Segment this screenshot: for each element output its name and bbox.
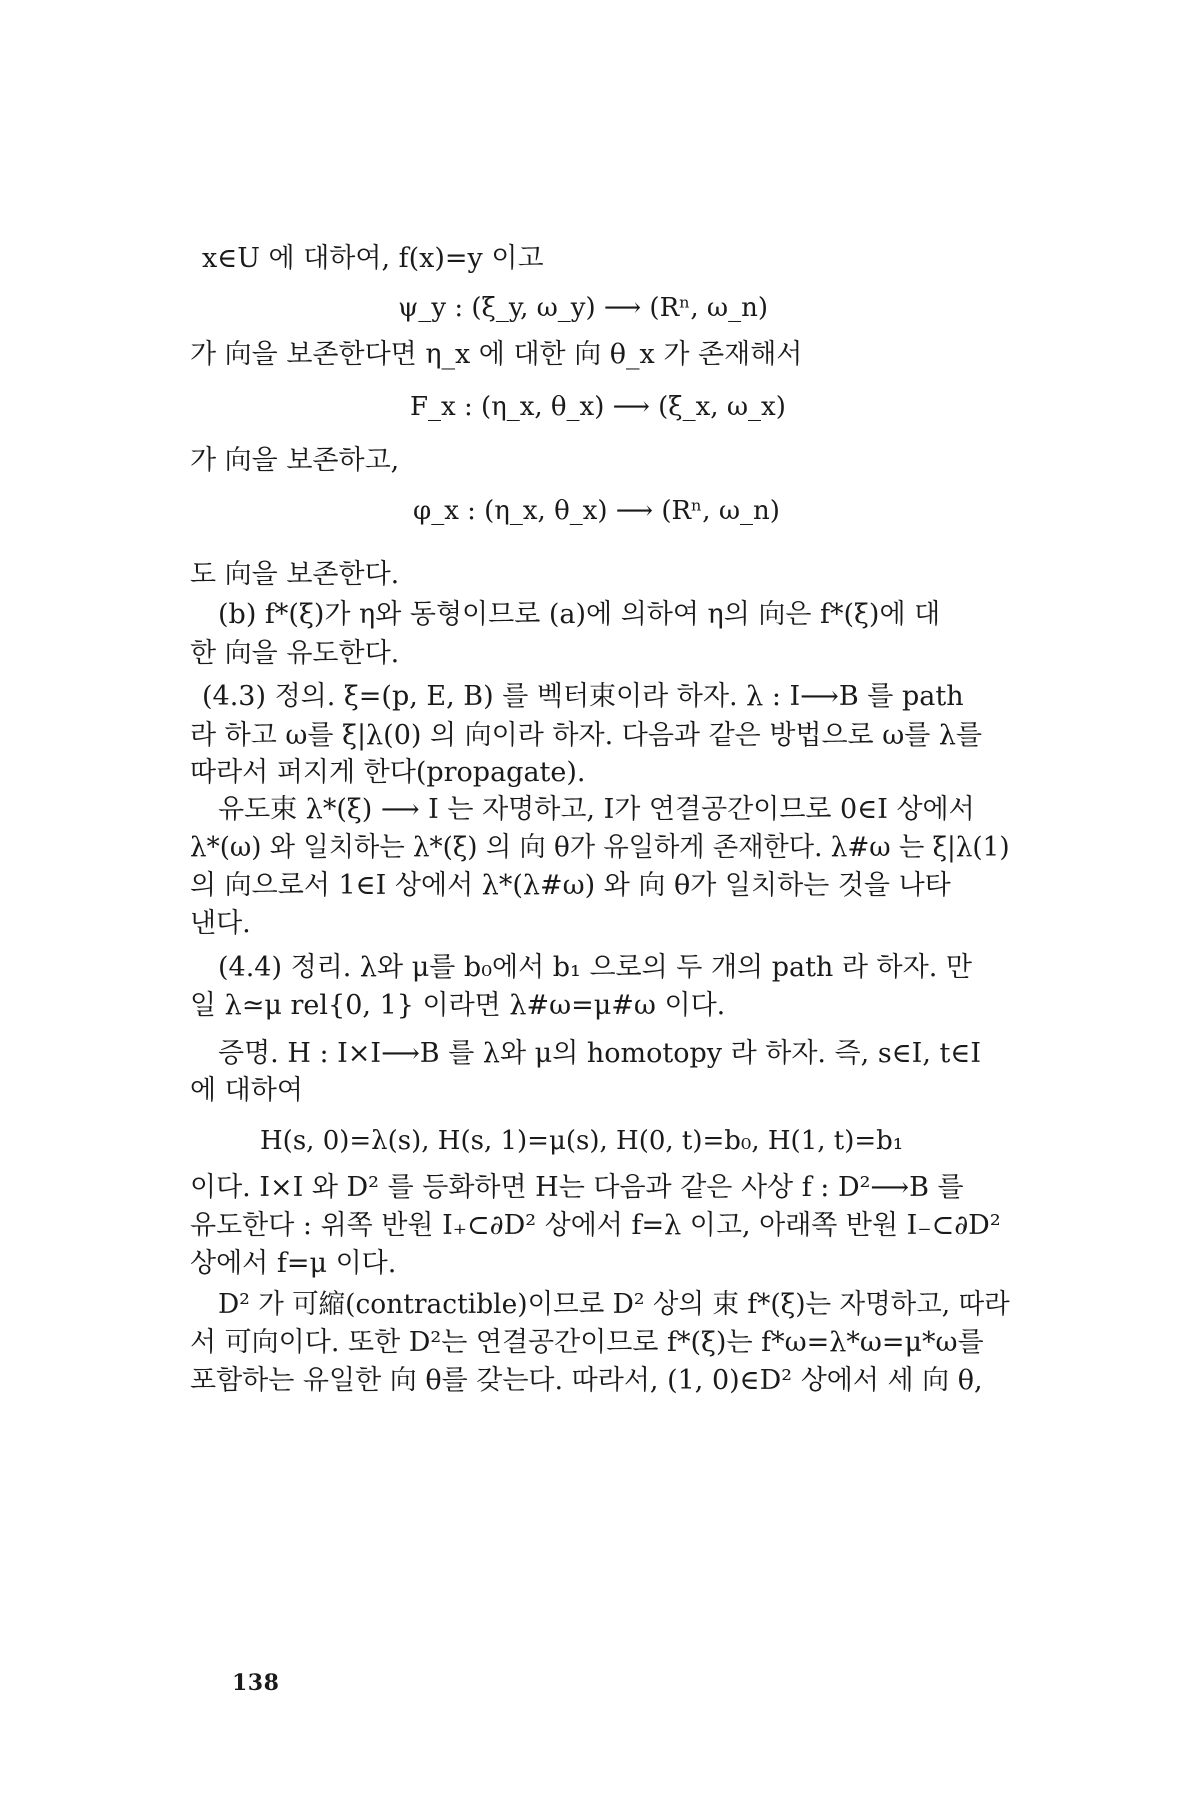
page-number: 138 — [232, 1670, 280, 1696]
text-line: 유도한다 : 위쪽 반원 I₊⊂∂D² 상에서 f=λ 이고, 아래쪽 반원 I₋⊂∂D² — [190, 1210, 1001, 1241]
text-line: 일 λ≃μ rel{0, 1} 이라면 λ#ω=μ#ω 이다. — [190, 990, 726, 1021]
equation-F: F_x : (η_x, θ_x) ⟶ (ξ_x, ω_x) — [410, 392, 786, 422]
text-line: 이다. I×I 와 D² 를 등화하면 H는 다음과 같은 사상 f : D²⟶B 를 — [190, 1172, 964, 1203]
proof-start: 증명. H : I×I⟶B 를 λ와 μ의 homotopy 라 하자. 즉, s∈I, t∈I — [218, 1038, 982, 1069]
text-line: 도 向을 보존한다. — [190, 559, 400, 590]
text-line: 서 可向이다. 또한 D²는 연결공간이므로 f*(ξ)는 f*ω=λ*ω=μ*ω를 — [190, 1327, 984, 1358]
equation-homotopy: H(s, 0)=λ(s), H(s, 1)=μ(s), H(0, t)=b₀, H(1, t)=b₁ — [260, 1126, 904, 1156]
text-line: 포함하는 유일한 向 θ를 갖는다. 따라서, (1, 0)∈D² 상에서 세 向 θ, — [190, 1365, 983, 1396]
text-line: 에 대하여 — [190, 1075, 303, 1106]
equation-psi: ψ_y : (ξ_y, ω_y) ⟶ (Rⁿ, ω_n) — [398, 293, 769, 323]
text-line: x∈U 에 대하여, f(x)=y 이고 — [202, 243, 544, 274]
text-line: 한 向을 유도한다. — [190, 638, 400, 669]
text-line: 가 向을 보존한다면 η_x 에 대한 向 θ_x 가 존재해서 — [190, 339, 803, 370]
equation-phi: φ_x : (η_x, θ_x) ⟶ (Rⁿ, ω_n) — [413, 496, 780, 526]
text-line: 따라서 퍼지게 한다(propagate). — [190, 757, 586, 788]
text-line: 상에서 f=μ 이다. — [190, 1248, 397, 1279]
theorem-4-4: (4.4) 정리. λ와 μ를 b₀에서 b₁ 으로의 두 개의 path 라 하자. 만 — [218, 952, 972, 983]
definition-4-3: (4.3) 정의. ξ=(p, E, B) 를 벡터束이라 하자. λ : I⟶B 를 path — [202, 681, 964, 712]
paragraph-start: (b) f*(ξ)가 η와 동형이므로 (a)에 의하여 η의 向은 f*(ξ)에 대 — [218, 599, 941, 630]
paragraph-start: 유도束 λ*(ξ) ⟶ I 는 자명하고, I가 연결공간이므로 0∈I 상에서 — [218, 794, 975, 825]
text-line: 의 向으로서 1∈I 상에서 λ*(λ#ω) 와 向 θ가 일치하는 것을 나타 — [190, 870, 951, 901]
text-line: λ*(ω) 와 일치하는 λ*(ξ) 의 向 θ가 유일하게 존재한다. λ#ω 는 ξ|λ(1) — [190, 832, 1010, 863]
text-line: 가 向을 보존하고, — [190, 445, 400, 476]
paragraph-start: D² 가 可縮(contractible)이므로 D² 상의 束 f*(ξ)는 자명하고, 따라 — [218, 1289, 1010, 1320]
text-line: 낸다. — [190, 908, 251, 939]
text-line: 라 하고 ω를 ξ|λ(0) 의 向이라 하자. 다음과 같은 방법으로 ω를 λ를 — [190, 720, 983, 751]
